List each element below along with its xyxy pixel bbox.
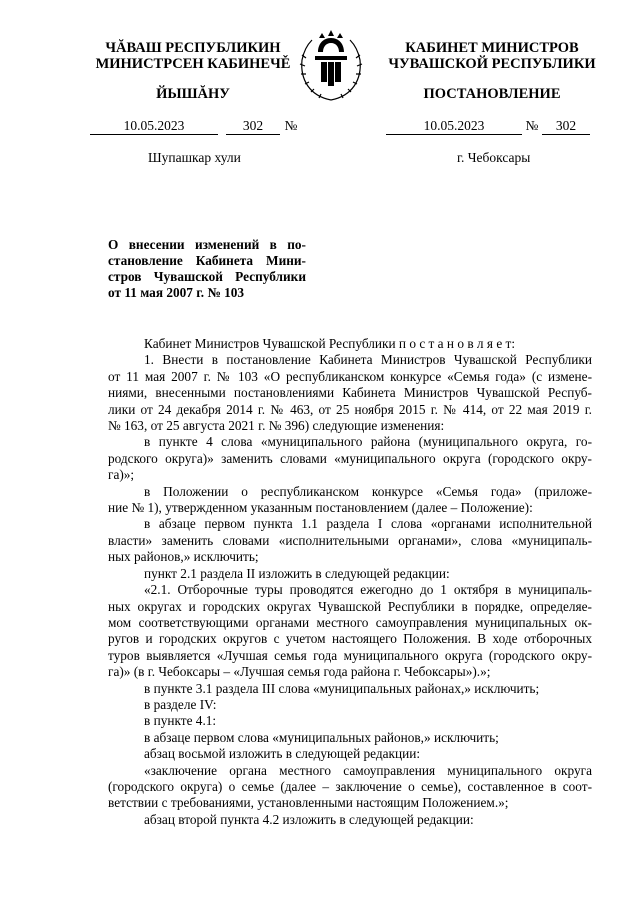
place-chuvash: Шупашкар хули <box>148 150 241 165</box>
right-number-sign: № <box>525 118 539 133</box>
title-line: от 11 мая 2007 г. № 103 <box>108 285 245 300</box>
body-line: в пункте 4.1: <box>144 713 217 729</box>
title-line: О внесении изменений в по- <box>108 237 306 252</box>
body-line: в пункте 4 слова «муниципального района (муниципального округа, го- <box>144 434 592 450</box>
body-line: от 11 мая 2007 г. № 103 «О республиканском конкурсе «Семья года» (с измене- <box>108 368 592 384</box>
body-line: в абзаце первом слова «муниципальных районов,» исключить; <box>144 729 499 745</box>
issuer-chuvash-line1: ЧĂВАШ РЕСПУБЛИКИН <box>105 40 281 56</box>
body-line: «2.1. Отборочные туры проводятся ежегодно до 1 октября в муниципаль- <box>144 582 592 598</box>
body-line: в абзаце первом пункта 1.1 раздела I слова «органами исполнительной <box>144 516 592 532</box>
body-line: власти» заменить словами «исполнительными органами», слова «муниципаль- <box>108 532 592 548</box>
right-date-number <box>372 118 612 136</box>
body-line: га)» (в г. Чебоксары – «Лучшая семья года района г. Чебоксары»).»; <box>108 664 491 680</box>
body-line: абзац восьмой изложить в следующей редакции: <box>144 746 421 762</box>
chuvash-republic-emblem-icon <box>296 30 366 102</box>
body-line: туров выявляется «Лучшая семья года муниципального округа (городского окру- <box>108 647 592 663</box>
body-line: Кабинет Министров Чувашской Республики п о с т а н о в л я е т: <box>144 336 516 351</box>
body-line: мом соответствующими органами местного самоуправления муниципальных ок- <box>108 614 592 630</box>
right-number: 302 <box>542 118 590 135</box>
issuer-russian-line2: ЧУВАШСКОЙ РЕСПУБЛИКИ <box>388 56 596 72</box>
left-date: 10.05.2023 <box>90 118 218 135</box>
body-line: ругов и городских округов с учетом настоящего Положения. В ходе отборочных <box>108 631 592 647</box>
place-russian: г. Чебоксары <box>457 150 531 165</box>
left-date-number <box>78 118 308 136</box>
doc-type-chuvash: ЙЫШĂНУ <box>156 86 230 102</box>
body-line: ниями, внесенными постановлениями Кабинета Министров Чувашской Респуб- <box>108 385 592 401</box>
issuer-russian <box>372 40 612 72</box>
issuer-chuvash <box>78 40 308 72</box>
body-line: ных районов,» исключить; <box>108 549 259 565</box>
body-line: 1. Внести в постановление Кабинета Министров Чувашской Республики <box>144 352 592 368</box>
body-line: га)»; <box>108 467 135 483</box>
document-title <box>108 237 306 301</box>
body-line: пункт 2.1 раздела II изложить в следующей редакции: <box>144 565 450 581</box>
title-line: стров Чувашской Республики <box>108 269 306 284</box>
left-number: 302 <box>226 118 280 135</box>
right-date: 10.05.2023 <box>386 118 522 135</box>
body-line: в Положении о республиканском конкурсе «Семья года» (приложе- <box>144 483 592 499</box>
body-line: ветствии с требованиями, установленными настоящим Положением.»; <box>108 795 509 811</box>
body-line: (городского округа) о семье (далее – заключение о семье), составленное в соот- <box>108 778 592 794</box>
body-line: № 163, от 25 августа 2021 г. № 396) следующие изменения: <box>108 418 445 434</box>
body-line: в пункте 3.1 раздела III слова «муниципальных районах,» исключить; <box>144 680 540 696</box>
issuer-chuvash-line2: МИНИСТРСЕН КАБИНЕЧĚ <box>95 56 291 72</box>
title-line: становление Кабинета Мини- <box>108 253 306 268</box>
document-body <box>108 336 592 828</box>
body-line: в разделе IV: <box>144 696 217 712</box>
body-line: «заключение органа местного самоуправления муниципального округа <box>144 762 592 778</box>
body-line: ных округах и городских округах Чувашской Республики в порядке, определяе- <box>108 598 592 614</box>
left-number-sign: № <box>284 118 298 133</box>
body-line: ние № 1), утвержденном указанным постановлением (далее – Положение): <box>108 500 533 516</box>
body-line: лики от 24 декабря 2014 г. № 463, от 25 ноября 2015 г. № 414, от 22 мая 2019 г. <box>108 401 592 417</box>
body-line: родского округа)» заменить словами «муниципального округа (городского окру- <box>108 450 592 466</box>
issuer-russian-line1: КАБИНЕТ МИНИСТРОВ <box>405 40 579 56</box>
body-line: абзац второй пункта 4.2 изложить в следующей редакции: <box>144 811 474 827</box>
doc-type-russian: ПОСТАНОВЛЕНИЕ <box>423 86 561 102</box>
